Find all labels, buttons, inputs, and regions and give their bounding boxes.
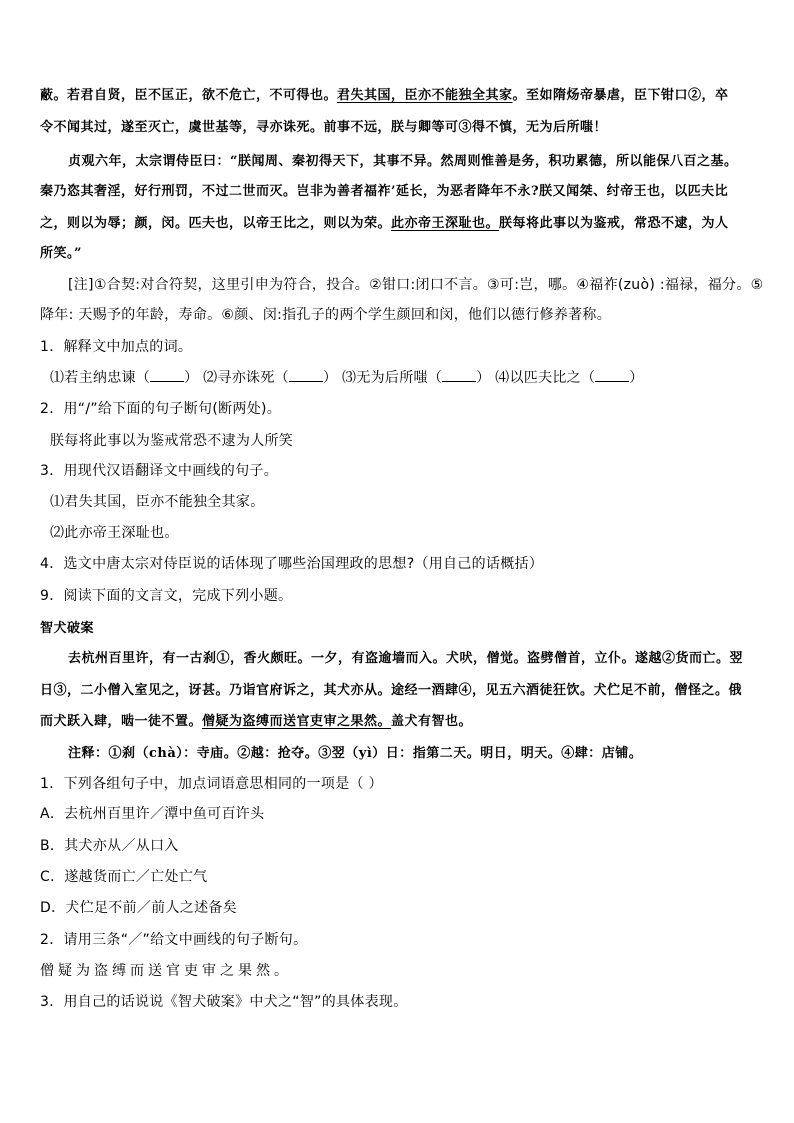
passage1-line3: 贞观六年，太宗谓侍臣曰：“朕闻周、秦初得天下，其事不异。然周则惟善是务，积功累德，所以能保八百之基。 <box>68 154 738 169</box>
question2-2-text: 僧疑为盗缚而送官吏审之果然。 <box>40 963 292 979</box>
section9-line1: 去杭州百里许，有一古刹①，香火颇旺。一夕，有盗逾墙而入。犬吠，僧觉。盗劈僧首，立仆。遂越②货而亡。翌 <box>68 651 744 666</box>
passage1-line5-text-b: 朕每将此事以为鉴戒，常恐不逮，为人 <box>499 216 729 231</box>
passage1-line5-text-a: 之，则以为辱；颜，闵。匹夫也，以帝王比之，则以为荣。 <box>40 216 392 231</box>
notes1-line1: [注]①合契:对合符契，这里引申为符合，投合。②钳口:闭口不言。③可:岂，哪。④福祚(zuò) :福禄，福分。⑤ <box>68 277 764 293</box>
option-d: D．犬伫足不前／前人之述备矣 <box>40 900 237 916</box>
question1-4: 4．选文中唐太宗对侍臣说的话体现了哪些治国理政的思想?（用自己的话概括） <box>40 556 544 572</box>
q1-item-a: ⑴若主纳忠谏（ <box>50 370 151 386</box>
answer-blank-4[interactable] <box>595 369 629 382</box>
question2-1: 1．下列各组句子中，加点词语意思相同的一项是（ ） <box>40 776 383 792</box>
passage1-underlined-sentence-2: 此亦帝王深耻也。 <box>391 216 500 231</box>
passage1-line5 <box>40 212 729 231</box>
question1-2-text: 朕每将此事以为鉴戒常恐不逮为人所笑 <box>50 433 294 449</box>
passage1-line1 <box>40 84 729 103</box>
question1-3: 3．用现代汉语翻译文中画线的句子。 <box>40 463 279 479</box>
q1-item-e: ） <box>629 370 644 386</box>
question1-1: 1．解释文中加点的词。 <box>40 339 193 355</box>
section9-line3-text-b: 盖犬有智也。 <box>391 714 473 729</box>
question2-3: 3．用自己的话说说《智犬破案》中犬之“智”的具体表现。 <box>40 994 408 1010</box>
option-c: C．遂越货而亡／亡处亡气 <box>40 869 208 885</box>
question1-2: 2．用“/”给下面的句子断句(断两处)。 <box>40 401 282 417</box>
notes1-line2: 降年: 天赐予的年龄，寿命。⑥颜、闵:指孔子的两个学生颜回和闵，他们以德行修养著称。 <box>40 307 612 323</box>
section9-underlined-sentence: 僧疑为盗缚而送官吏审之果然。 <box>202 714 392 729</box>
q1-item-d: ） ⑷以匹夫比之（ <box>476 370 596 386</box>
passage1-line1-text-b: 。至如隋炀帝暴虐，臣下钳口②，卒 <box>512 88 729 103</box>
section9-line3 <box>40 710 472 729</box>
passage1-line1-text-a: 蔽。若君自贤，臣不匡正，欲不危亡，不可得也。 <box>40 88 338 103</box>
passage1-line2: 令不闻其过，遂至灭亡，虞世基等，寻亦诛死。前事不远，朕与卿等可③得不慎，无为后所嗤！ <box>40 120 608 135</box>
q1-item-c: ） ⑶无为后所嗤（ <box>322 370 443 386</box>
answer-blank-2[interactable] <box>289 369 323 382</box>
passage1-line6: 所笑。” <box>40 246 82 261</box>
option-a: A．去杭州百里许／潭中鱼可百许头 <box>40 806 265 822</box>
option-b: B．其犬亦从／从口入 <box>40 838 179 854</box>
section9-title: 智犬破案 <box>40 621 95 636</box>
section9-line2: 日③，二小僧入室见之，讶甚。乃诣官府诉之，其犬亦从。途经一酒肆④，见五六酒徒狂饮。犬伫足不前，僧怪之。俄 <box>40 683 743 698</box>
answer-blank-1[interactable] <box>150 369 184 382</box>
section9-notes: 注释：①刹（chà）：寺庙。②越：抢夺。③翌（yì）日：指第二天。明日，明天。④肆：店铺。 <box>68 746 643 761</box>
section9-header: 9．阅读下面的文言文，完成下列小题。 <box>40 588 293 604</box>
passage1-underlined-sentence: 君失其国，臣亦不能独全其家 <box>337 88 513 103</box>
answer-blank-3[interactable] <box>442 369 476 382</box>
section9-line3-text-a: 而犬跃入肆，啮一徒不置。 <box>40 714 203 729</box>
question1-3-b: ⑵此亦帝王深耻也。 <box>50 525 179 541</box>
question1-1-items <box>50 367 644 387</box>
question1-3-a: ⑴君失其国，臣亦不能独全其家。 <box>50 494 265 510</box>
passage1-line4: 秦乃恣其奢淫，好行刑罚，不过二世而灭。岂非为善者福祚’延长，为恶者降年不永?朕又闻桀、纣帝王也，以匹夫比 <box>40 184 729 199</box>
question2-2: 2．请用三条“／”给文中画线的句子断句。 <box>40 932 308 948</box>
q1-item-b: ） ⑵寻亦诛死（ <box>184 370 289 386</box>
